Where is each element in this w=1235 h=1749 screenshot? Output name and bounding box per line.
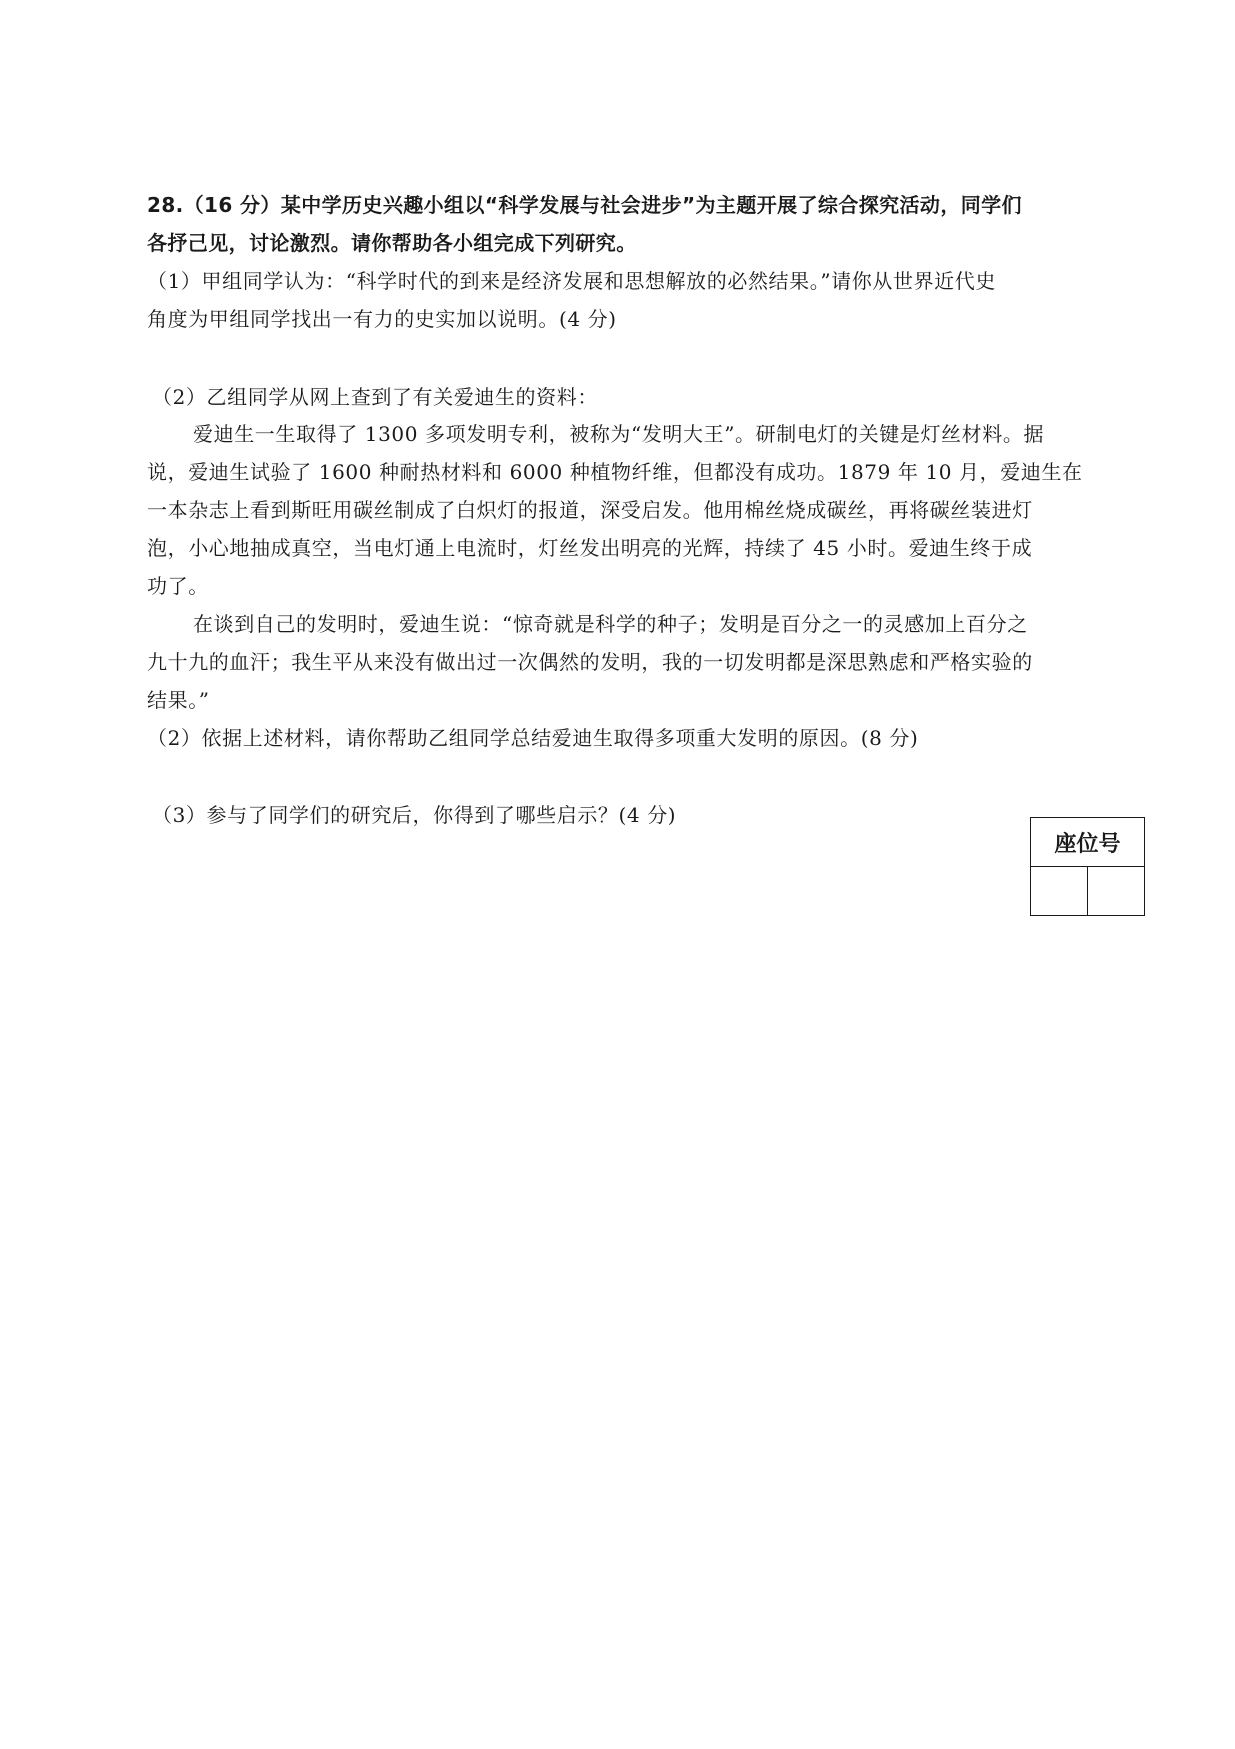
part2-question: （2）依据上述材料，请你帮助乙组同学总结爱迪生取得多项重大发明的原因。(8 分) <box>147 726 919 750</box>
material-p1-line2: 说，爱迪生试验了 1600 种耐热材料和 6000 种植物纤维，但都没有成功。1879 年 10 月，爱迪生在 <box>147 460 1083 484</box>
question-header-line2: 各抒己见，讨论激烈。请你帮助各小组完成下列研究。 <box>147 231 637 255</box>
seat-number-box <box>1030 817 1145 916</box>
seat-number-cell-left[interactable] <box>1031 867 1087 915</box>
material-p2-line1: 在谈到自己的发明时，爱迪生说：“惊奇就是科学的种子；发明是百分之一的灵感加上百分之 <box>193 612 1028 636</box>
material-p1-line4: 泡，小心地抽成真空，当电灯通上电流时，灯丝发出明亮的光辉，持续了 45 小时。爱迪生终于成 <box>147 536 1033 560</box>
material-p2-line2: 九十九的血汗；我生平从来没有做出过一次偶然的发明，我的一切发明都是深思熟虑和严格实验的 <box>147 650 1033 674</box>
material-p1-line3: 一本杂志上看到斯旺用碳丝制成了白炽灯的报道，深受启发。他用棉丝烧成碳丝，再将碳丝装进灯 <box>147 498 1033 522</box>
question-header-line1: 28.（16 分）某中学历史兴趣小组以“科学发展与社会进步”为主题开展了综合探究活动，同学们 <box>147 193 1022 217</box>
part1-line1: （1）甲组同学认为：“科学时代的到来是经济发展和思想解放的必然结果。”请你从世界近代史 <box>147 269 996 293</box>
material-p1-line5: 功了。 <box>147 574 209 598</box>
seat-number-title: 座位号 <box>1031 818 1144 867</box>
material-p2-line3: 结果。” <box>147 688 210 712</box>
material-p1-line1: 爱迪生一生取得了 1300 多项发明专利，被称为“发明大王”。研制电灯的关键是灯丝材料。据 <box>193 422 1045 446</box>
seat-number-cells <box>1031 867 1144 915</box>
part2-intro: （2）乙组同学从网上查到了有关爱迪生的资料： <box>152 385 598 409</box>
part1-line2: 角度为甲组同学找出一有力的史实加以说明。(4 分) <box>147 307 617 331</box>
seat-number-cell-right[interactable] <box>1087 867 1144 915</box>
part3-question: （3）参与了同学们的研究后，你得到了哪些启示？(4 分) <box>152 803 677 827</box>
